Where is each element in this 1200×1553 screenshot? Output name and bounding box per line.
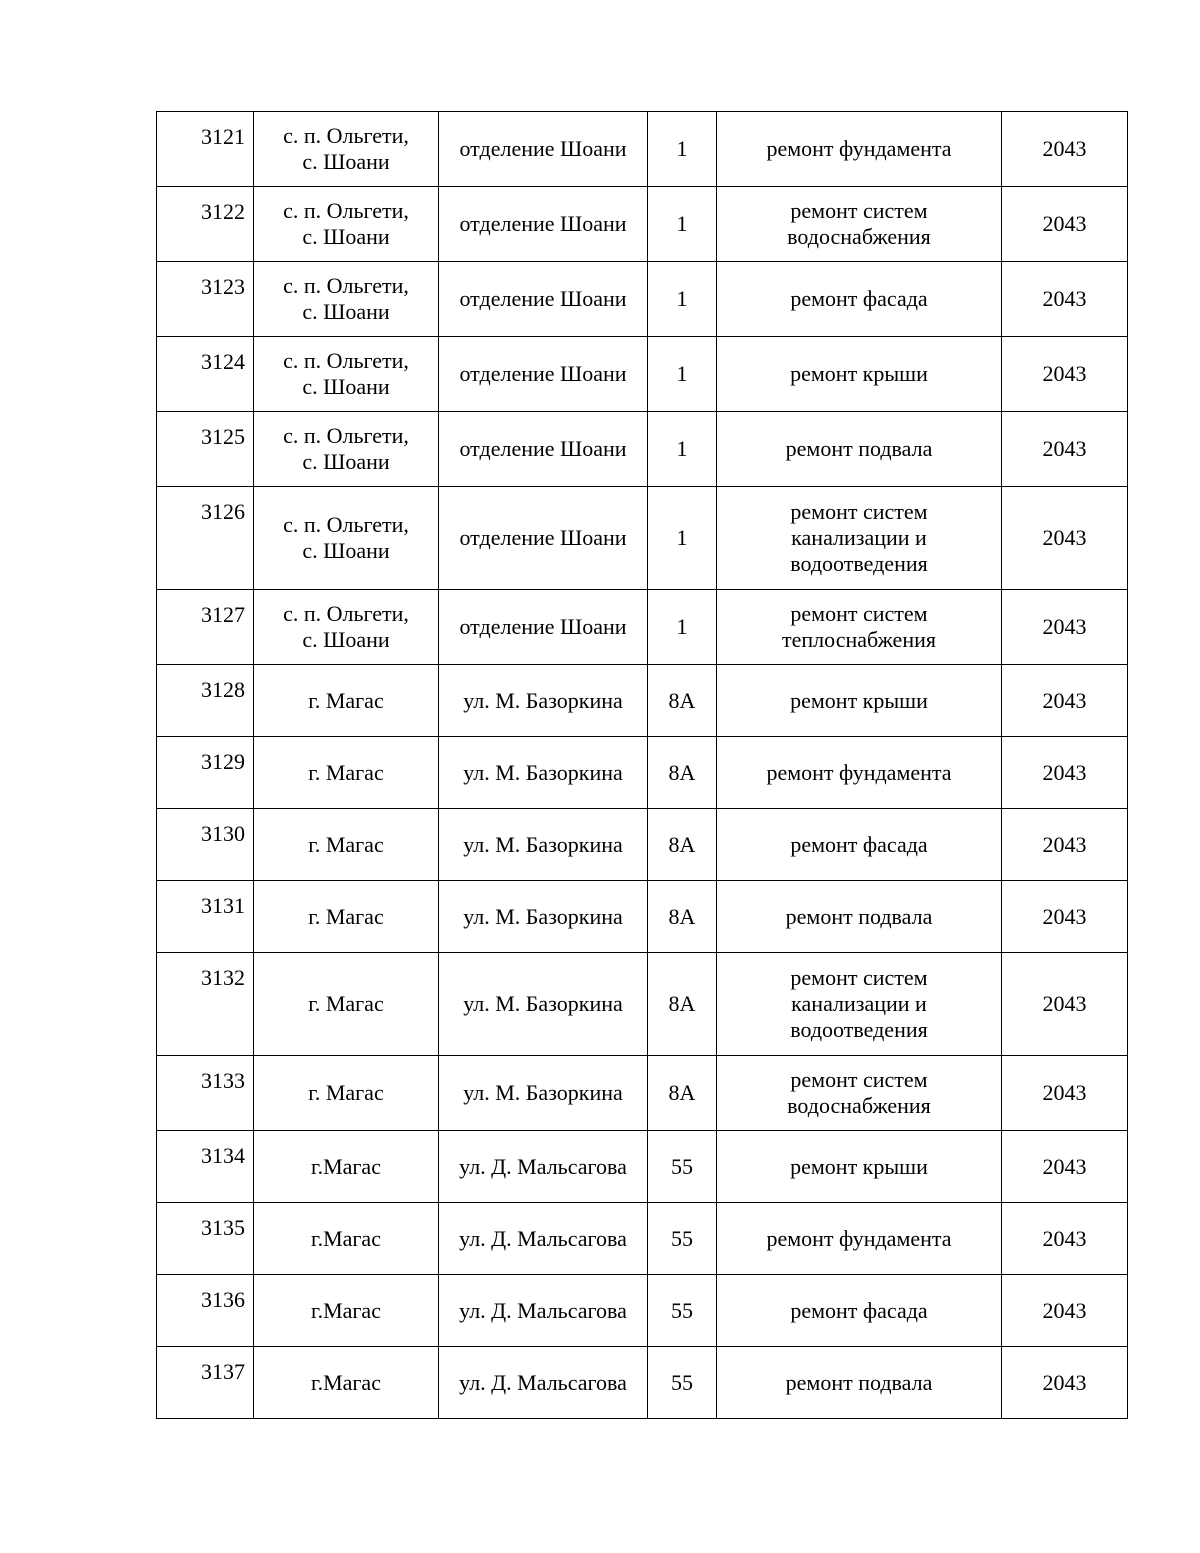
row-number-cell: 3132 <box>157 953 254 1056</box>
year-cell: 2043 <box>1002 1056 1128 1131</box>
table-row <box>157 1056 1128 1131</box>
repair-schedule-table <box>156 111 1128 1419</box>
locality-cell: г. Магас <box>254 809 439 881</box>
house-number-cell: 1 <box>648 412 717 487</box>
year-cell: 2043 <box>1002 1275 1128 1347</box>
locality-cell: г. Магас <box>254 953 439 1056</box>
row-number-cell: 3122 <box>157 187 254 262</box>
table-row <box>157 590 1128 665</box>
repair-type-cell: ремонт систем канализации и водоотведения <box>717 953 1002 1056</box>
locality-cell: с. п. Ольгети, с. Шоани <box>254 487 439 590</box>
table-row <box>157 665 1128 737</box>
year-cell: 2043 <box>1002 487 1128 590</box>
locality-cell: с. п. Ольгети, с. Шоани <box>254 590 439 665</box>
repair-type-cell: ремонт фундамента <box>717 112 1002 187</box>
house-number-cell: 8А <box>648 737 717 809</box>
row-number-cell: 3130 <box>157 809 254 881</box>
repair-type-cell: ремонт фасада <box>717 262 1002 337</box>
repair-type-cell: ремонт систем водоснабжения <box>717 1056 1002 1131</box>
table-row <box>157 1347 1128 1419</box>
repair-type-cell: ремонт фасада <box>717 809 1002 881</box>
street-cell: ул. М. Базоркина <box>439 665 648 737</box>
year-cell: 2043 <box>1002 112 1128 187</box>
year-cell: 2043 <box>1002 665 1128 737</box>
repair-type-cell: ремонт систем водоснабжения <box>717 187 1002 262</box>
house-number-cell: 1 <box>648 112 717 187</box>
year-cell: 2043 <box>1002 187 1128 262</box>
row-number-cell: 3121 <box>157 112 254 187</box>
repair-type-cell: ремонт крыши <box>717 665 1002 737</box>
locality-cell: г. Магас <box>254 1056 439 1131</box>
row-number-cell: 3127 <box>157 590 254 665</box>
house-number-cell: 8А <box>648 1056 717 1131</box>
row-number-cell: 3134 <box>157 1131 254 1203</box>
table-row <box>157 809 1128 881</box>
street-cell: отделение Шоани <box>439 487 648 590</box>
street-cell: отделение Шоани <box>439 262 648 337</box>
row-number-cell: 3133 <box>157 1056 254 1131</box>
locality-cell: г.Магас <box>254 1203 439 1275</box>
row-number-cell: 3137 <box>157 1347 254 1419</box>
year-cell: 2043 <box>1002 412 1128 487</box>
table-row <box>157 1131 1128 1203</box>
locality-cell: с. п. Ольгети, с. Шоани <box>254 187 439 262</box>
house-number-cell: 55 <box>648 1203 717 1275</box>
year-cell: 2043 <box>1002 737 1128 809</box>
house-number-cell: 8А <box>648 953 717 1056</box>
street-cell: ул. М. Базоркина <box>439 737 648 809</box>
table-row <box>157 1203 1128 1275</box>
locality-cell: г. Магас <box>254 881 439 953</box>
locality-cell: г. Магас <box>254 737 439 809</box>
row-number-cell: 3131 <box>157 881 254 953</box>
row-number-cell: 3123 <box>157 262 254 337</box>
repair-type-cell: ремонт систем теплоснабжения <box>717 590 1002 665</box>
table-row <box>157 953 1128 1056</box>
table-row <box>157 112 1128 187</box>
street-cell: ул. М. Базоркина <box>439 1056 648 1131</box>
repair-type-cell: ремонт фундамента <box>717 737 1002 809</box>
locality-cell: с. п. Ольгети, с. Шоани <box>254 262 439 337</box>
repair-type-cell: ремонт систем канализации и водоотведения <box>717 487 1002 590</box>
repair-type-cell: ремонт крыши <box>717 1131 1002 1203</box>
repair-type-cell: ремонт подвала <box>717 1347 1002 1419</box>
row-number-cell: 3126 <box>157 487 254 590</box>
year-cell: 2043 <box>1002 881 1128 953</box>
repair-type-cell: ремонт фундамента <box>717 1203 1002 1275</box>
repair-type-cell: ремонт фасада <box>717 1275 1002 1347</box>
table-row <box>157 187 1128 262</box>
house-number-cell: 8А <box>648 881 717 953</box>
house-number-cell: 1 <box>648 187 717 262</box>
year-cell: 2043 <box>1002 262 1128 337</box>
street-cell: ул. Д. Мальсагова <box>439 1347 648 1419</box>
house-number-cell: 55 <box>648 1347 717 1419</box>
table-row <box>157 881 1128 953</box>
street-cell: ул. Д. Мальсагова <box>439 1203 648 1275</box>
year-cell: 2043 <box>1002 1347 1128 1419</box>
year-cell: 2043 <box>1002 1203 1128 1275</box>
street-cell: отделение Шоани <box>439 590 648 665</box>
locality-cell: с. п. Ольгети, с. Шоани <box>254 412 439 487</box>
street-cell: отделение Шоани <box>439 112 648 187</box>
house-number-cell: 8А <box>648 809 717 881</box>
year-cell: 2043 <box>1002 1131 1128 1203</box>
street-cell: ул. Д. Мальсагова <box>439 1131 648 1203</box>
house-number-cell: 1 <box>648 487 717 590</box>
house-number-cell: 55 <box>648 1275 717 1347</box>
row-number-cell: 3135 <box>157 1203 254 1275</box>
house-number-cell: 1 <box>648 337 717 412</box>
locality-cell: с. п. Ольгети, с. Шоани <box>254 112 439 187</box>
year-cell: 2043 <box>1002 953 1128 1056</box>
table-row <box>157 412 1128 487</box>
year-cell: 2043 <box>1002 590 1128 665</box>
street-cell: отделение Шоани <box>439 337 648 412</box>
table-row <box>157 487 1128 590</box>
table-row <box>157 1275 1128 1347</box>
locality-cell: с. п. Ольгети, с. Шоани <box>254 337 439 412</box>
locality-cell: г.Магас <box>254 1131 439 1203</box>
repair-type-cell: ремонт подвала <box>717 412 1002 487</box>
locality-cell: г.Магас <box>254 1347 439 1419</box>
street-cell: отделение Шоани <box>439 412 648 487</box>
street-cell: ул. М. Базоркина <box>439 881 648 953</box>
street-cell: отделение Шоани <box>439 187 648 262</box>
year-cell: 2043 <box>1002 337 1128 412</box>
table-row <box>157 337 1128 412</box>
locality-cell: г.Магас <box>254 1275 439 1347</box>
house-number-cell: 1 <box>648 590 717 665</box>
house-number-cell: 8А <box>648 665 717 737</box>
table-body <box>157 112 1128 1419</box>
street-cell: ул. Д. Мальсагова <box>439 1275 648 1347</box>
table-row <box>157 737 1128 809</box>
row-number-cell: 3125 <box>157 412 254 487</box>
locality-cell: г. Магас <box>254 665 439 737</box>
row-number-cell: 3124 <box>157 337 254 412</box>
repair-type-cell: ремонт подвала <box>717 881 1002 953</box>
row-number-cell: 3128 <box>157 665 254 737</box>
row-number-cell: 3136 <box>157 1275 254 1347</box>
repair-type-cell: ремонт крыши <box>717 337 1002 412</box>
year-cell: 2043 <box>1002 809 1128 881</box>
row-number-cell: 3129 <box>157 737 254 809</box>
house-number-cell: 55 <box>648 1131 717 1203</box>
table-row <box>157 262 1128 337</box>
street-cell: ул. М. Базоркина <box>439 953 648 1056</box>
house-number-cell: 1 <box>648 262 717 337</box>
street-cell: ул. М. Базоркина <box>439 809 648 881</box>
